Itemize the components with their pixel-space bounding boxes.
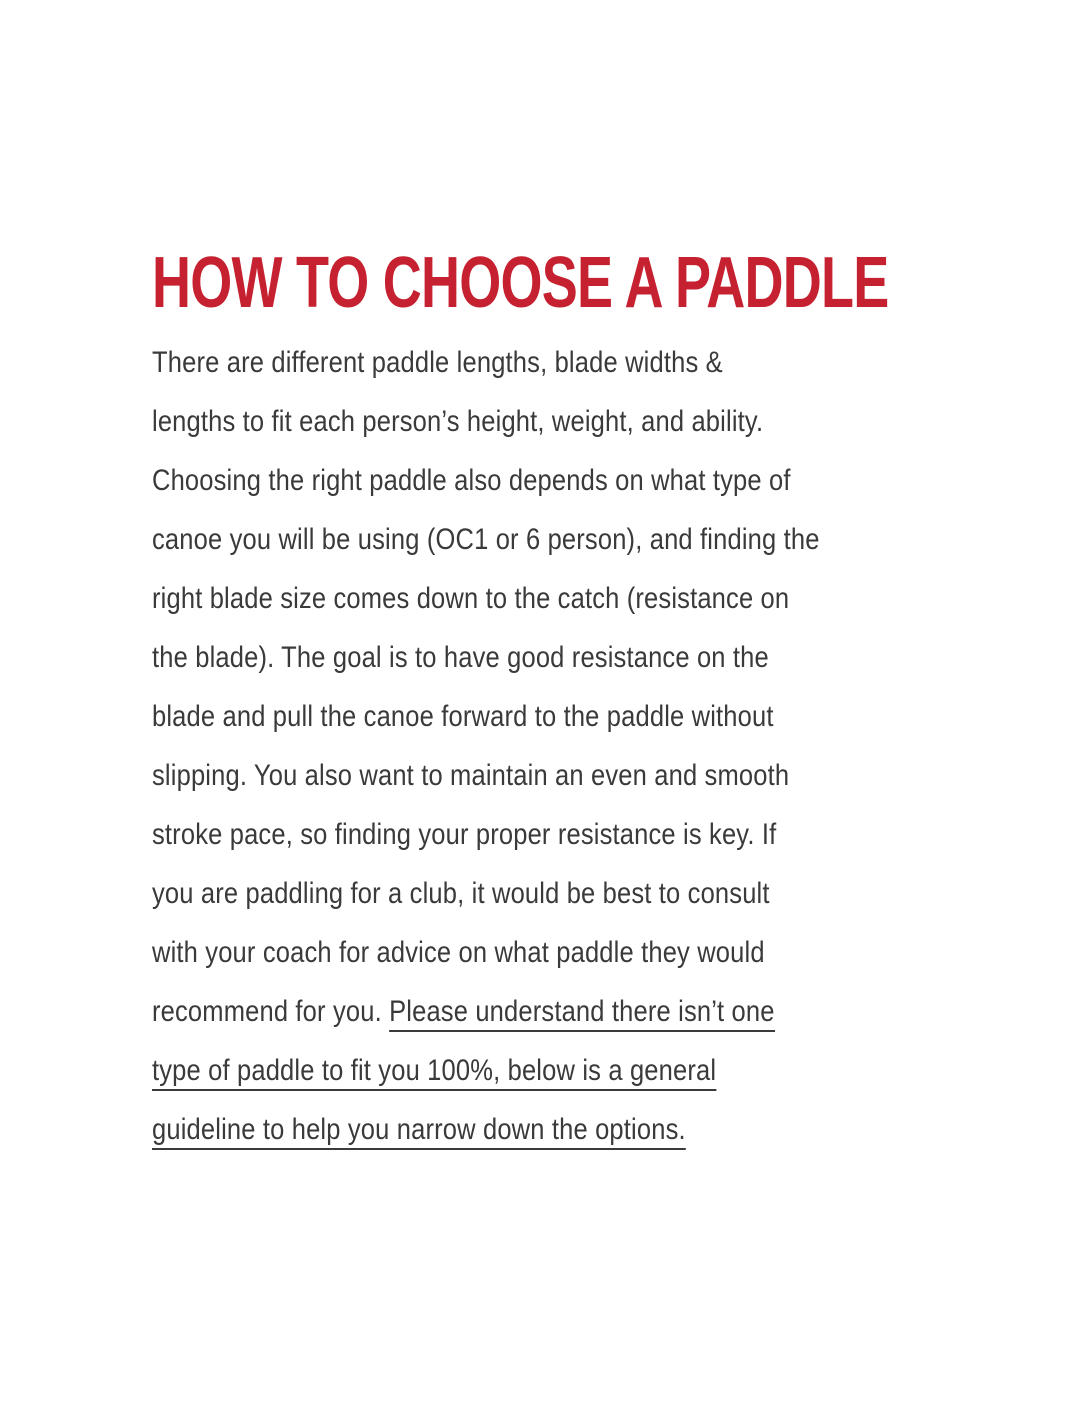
body-line	[152, 1041, 820, 1100]
body-line-text: recommend for you.	[152, 995, 390, 1028]
body-line-text: with your coach for advice on what paddle they would	[152, 936, 765, 969]
body-line	[152, 510, 820, 569]
body-line-underlined-text: Please understand there isn’t one	[389, 995, 775, 1032]
body-line-text: There are different paddle lengths, blade widths &	[152, 346, 723, 379]
body-line-text: slipping. You also want to maintain an even and smooth	[152, 759, 790, 792]
body-line	[152, 392, 820, 451]
body-line-text: right blade size comes down to the catch (resistance on	[152, 582, 790, 615]
body-line-text: stroke pace, so finding your proper resistance is key. If	[152, 818, 777, 851]
body-line-text: Choosing the right paddle also depends on what type of	[152, 464, 791, 497]
page-title: HOW TO CHOOSE A PADDLE	[152, 243, 889, 323]
body-line	[152, 569, 820, 628]
body-paragraph	[152, 333, 820, 1159]
body-line	[152, 333, 820, 392]
body-line-underlined-text: type of paddle to fit you 100%, below is a general	[152, 1054, 716, 1091]
body-line-text: the blade). The goal is to have good resistance on the	[152, 641, 769, 674]
body-line	[152, 864, 820, 923]
body-line	[152, 746, 820, 805]
body-line	[152, 628, 820, 687]
body-line-underlined-text: guideline to help you narrow down the options.	[152, 1113, 686, 1150]
body-line-text: canoe you will be using (OC1 or 6 person), and finding the	[152, 523, 820, 556]
body-line	[152, 805, 820, 864]
body-line	[152, 451, 820, 510]
body-line-text: you are paddling for a club, it would be best to consult	[152, 877, 770, 910]
body-line-text: blade and pull the canoe forward to the paddle without	[152, 700, 774, 733]
body-line-text: lengths to fit each person’s height, weight, and ability.	[152, 405, 764, 438]
body-line	[152, 923, 820, 982]
body-line	[152, 687, 820, 746]
body-line	[152, 982, 820, 1041]
body-line	[152, 1100, 820, 1159]
